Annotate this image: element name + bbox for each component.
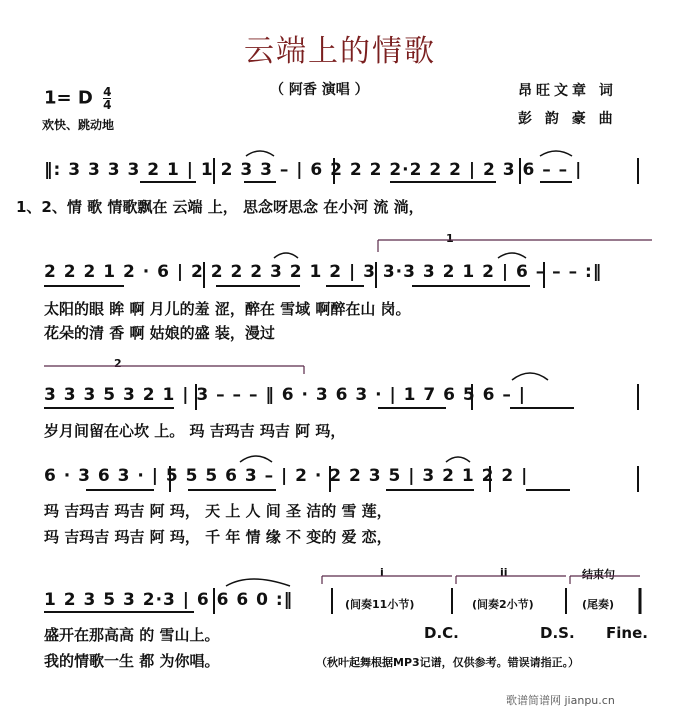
score-row-5-lyrics-2: 我的情歌一生 都 为你唱。	[44, 652, 220, 670]
score-row-3-lyrics: 岁月间留在心坎 上。 玛 吉玛吉 玛吉 阿 玛，	[44, 422, 346, 440]
score-row-4-lyrics-1: 玛 吉玛吉 玛吉 阿 玛， 天 上 人 间 圣 洁的 雪 莲，	[44, 502, 392, 520]
transcription-note: （秋叶起舞根据MP3记谱，仅供参考。错误请指正。）	[316, 656, 580, 669]
volta-2-label: 2	[114, 357, 122, 370]
site-watermark: 歌谱简谱网 jianpu.cn	[506, 694, 615, 707]
volta-1-label: 1	[446, 232, 454, 245]
score-row-4-lyrics-2: 玛 吉玛吉 玛吉 阿 玛， 千 年 情 缘 不 变的 爱 恋，	[44, 528, 392, 546]
score-row-4-notes: 6 · 3 6 3 · | 5 5 5 6 3 – | 2 · 2 2 3 5 | 3 2 1 2 2 |	[44, 466, 529, 486]
interlude-2: (间奏2小节)	[472, 598, 534, 611]
performer: （ 阿香 演唱 ）	[270, 82, 369, 98]
key-label: 1= D	[44, 87, 93, 109]
score-row-5-lyrics-1: 盛开在那高高 的 雪山上。	[44, 626, 220, 644]
volta-ending-label: 结束句	[582, 568, 615, 581]
interlude-11: (间奏11小节)	[345, 598, 415, 611]
mark-ds: D.S.	[540, 624, 575, 642]
time-sig-bottom: 4	[103, 98, 112, 112]
mark-fine: Fine.	[606, 624, 648, 642]
volta-ii-label: ii	[500, 566, 508, 579]
song-title: 云端上的情歌	[244, 34, 436, 69]
score-row-2-lyrics-2: 花朵的清 香 啊 姑娘的盛 装，漫过	[44, 324, 275, 342]
lyricist: 昂旺文章 词	[518, 83, 617, 99]
outro: (尾奏)	[582, 598, 615, 611]
volta-i-label: i	[380, 566, 384, 579]
composer: 彭 韵 豪 曲	[518, 111, 617, 127]
score-row-2-notes: 2 2 2 1 2 · 6 | 2 2 2 2 3 2 1 2 | 3 3·3 3 2 1 2 | 6 – – – :‖	[44, 262, 603, 282]
mark-dc: D.C.	[424, 624, 459, 642]
score-row-1-notes: ‖: 3 3 3 3 2 1 | 1 2 3 3 – | 6 2 2 2 2·2 2 2 | 2 3 6 – – |	[44, 160, 583, 180]
score-row-1-lyrics: 1、2、情 歌 情歌飘在 云端 上， 思念呀思念 在小河 流 淌，	[16, 198, 424, 216]
score-row-3-notes: 3 3 3 5 3 2 1 | 3 – – – ‖ 6 · 3 6 3 · | 1 7 6 5 6 – |	[44, 385, 527, 405]
score-row-5-notes: 1 2 3 5 3 2·3 | 6 6 6 0 :‖	[44, 590, 294, 610]
time-sig-top: 4	[103, 85, 112, 99]
tempo-marking: 欢快、跳动地	[42, 118, 115, 132]
score-row-2-lyrics-1: 太阳的眼 眸 啊 月儿的羞 涩，醉在 雪域 啊醉在山 岗。	[44, 300, 411, 318]
